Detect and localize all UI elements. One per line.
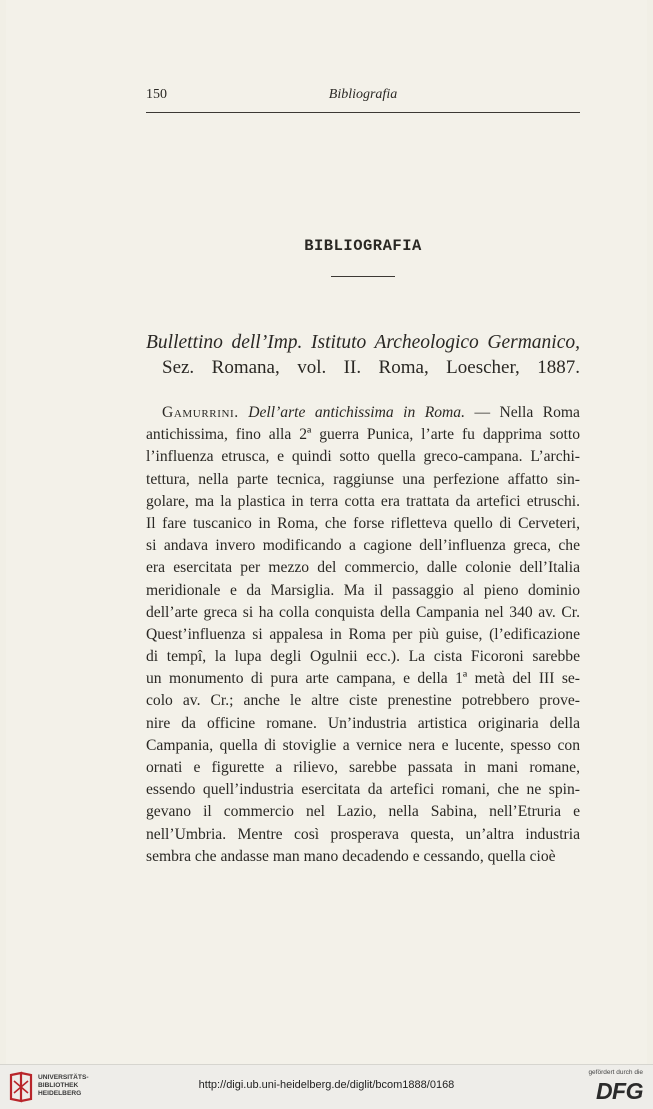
body-line: gevano il commercio nel Lazio, nella Sabina, nell’Etruria e <box>146 803 580 821</box>
running-title: Bibliografia <box>328 87 398 102</box>
body-line: Campania, quella di stoviglie a vernice nera e lucente, spesso con <box>146 736 580 754</box>
article-title: Dell’arte antichissima in Roma. <box>248 404 465 421</box>
body-line: si andava invero modificando a cagione dell’influenza greca, che <box>146 537 580 555</box>
dfg-logo: DFG <box>595 1078 643 1104</box>
body-line: era esercitata per mezzo del commercio, dalle colonie dell’Italia <box>146 559 580 577</box>
body-line: nire da officine romane. Un’industria artistica originaria della <box>146 714 580 732</box>
body-line: di tempî, la lupa degli Ogulnii ecc.). La cista Ficoroni sarebbe <box>146 648 580 666</box>
body-line: nell’Umbria. Mentre così prosperava questa, un’altra industria <box>146 825 580 843</box>
permalink-link[interactable]: http://digi.ub.uni-heidelberg.de/diglit/bcom1888/0168 <box>198 1079 455 1091</box>
body-line: colo av. Cr.; anche le altre ciste prenestine potrebbero prove- <box>146 692 580 710</box>
section-title: BIBLIOGRAFIA <box>304 237 422 255</box>
body-line: dell’arte greca si ha colla conquista della Campania nel 340 av. Cr. <box>146 603 580 621</box>
body-text <box>146 402 580 868</box>
body-line: essendo quell’industria esercitata da artefici romani, che ne spin- <box>146 781 580 799</box>
header-rule <box>146 112 580 113</box>
author-name: Gamurrini. <box>162 404 239 421</box>
body-line: golare, ma la plastica in terra cotta era trattata da artefici etruschi. <box>146 492 580 510</box>
body-line: tettura, nella parte tecnica, raggiunse una perfezione affatto sin- <box>146 470 580 488</box>
institution-name: UNIVERSITÄTS- BIBLIOTHEK HEIDELBERG <box>38 1074 89 1097</box>
body-line: Quest’influenza si appalesa in Roma per più guise, (l’edificazione <box>146 625 580 643</box>
body-line: un monumento di pura arte campana, e della 1ª metà del III se- <box>146 670 580 688</box>
body-first-line <box>146 402 580 424</box>
running-head <box>146 87 580 107</box>
body-line: Il fare tuscanico in Roma, che forse rifletteva quello di Cerveteri, <box>146 514 580 532</box>
work-imprint: Sez. Romana, vol. II. Roma, Loescher, 1887. <box>162 357 580 378</box>
body-line: meridionale e da Marsiglia. Ma il passaggio al pieno dominio <box>146 581 580 599</box>
body-line: sembra che andasse man mano decadendo e cessando, quella cioè <box>146 847 556 865</box>
body-line: ornati e figurette a rilievo, sarebbe passata in mani romane, <box>146 759 580 776</box>
viewer-footer <box>0 1064 653 1109</box>
body-line: antichissima, fino alla 2ª guerra Punica, l’arte fu dapprima sotto <box>146 426 580 444</box>
body-line: l’influenza etrusca, e quindi sotto quella greco-campana. L’archi- <box>146 448 580 466</box>
page-number: 150 <box>146 87 167 102</box>
work-title: Bullettino dell’Imp. Istituto Archeologico Germanico, <box>146 332 580 353</box>
funder-note: gefördert durch die <box>588 1069 643 1076</box>
title-rule <box>331 276 395 277</box>
first-line-rest: — Nella Roma <box>474 404 580 421</box>
